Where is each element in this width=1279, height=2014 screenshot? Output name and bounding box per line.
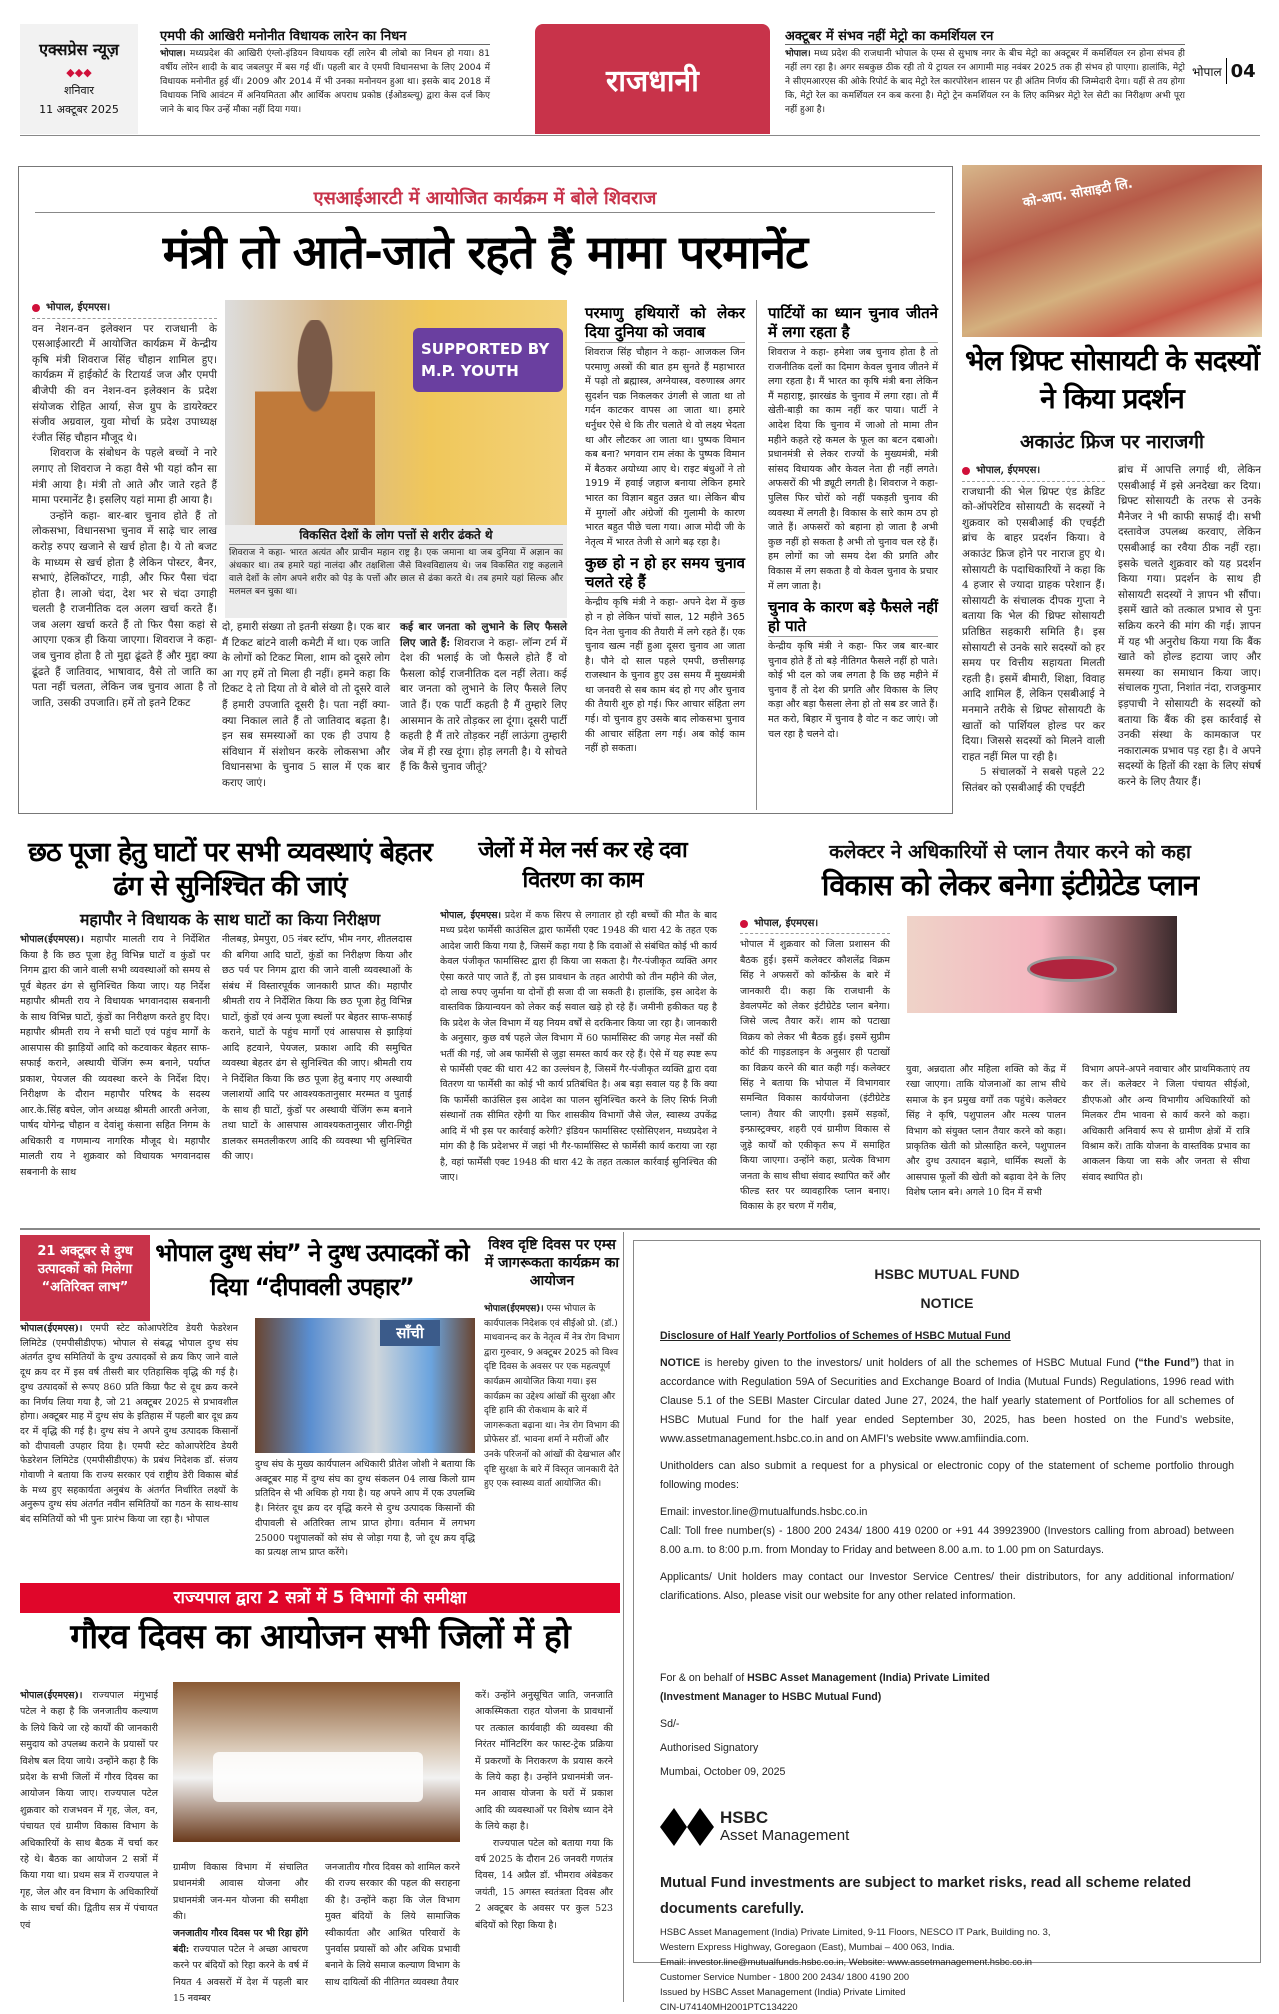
building-sign: को-आप. सोसाइटी लि. — [1021, 176, 1134, 211]
brief-title: एमपी की आखिरी मनोनीत विधायक लारेन का निधन — [160, 26, 490, 45]
chhath-text: महापौर मालती राय ने निर्देशित किया है कि छठ पूजा हेतु विभिन्न घाटों व कुंडों पर निगम द्वारा की जाने वाली सभी व्यवस्थाओं को समय से पूर्व बेहतर ढंग से सुनिश्चित किया जाए। यह निर्देश महापौर श्रीमती राय ने विधायक भगवानदास सबनानी के साथ विभिन्न घाटों, कुंडों का निरीक्षण करते हुए दिए। महापौर श्रीमती राय ने सभी घाटों एवं पहुंच मार्गों के आसपास की झाड़ियों आदि को कटवाकर बेहतर साफ-सफाई कराने, अस्थायी चेंजिंग रूम बनाने, पर्याप्त प्रकाश, पेयजल की व्यवस्था करने के निर्देश दिए। निरीक्षण के दौरान महापौर परिषद के सदस्य आर.के.सिंह बघेल, जोन अध्यक्ष श्रीमती आरती अनेजा, पार्षद योगेन्द्र चौहान व देवांशु कंसाना सहित निगम के अधिकारी व गणमान्य नागरिक मौजूद थे। महापौर मालती राय ने शुक्रवार को विधायक भगवानदास सबनानी के साथ — [20, 934, 210, 1178]
section-rule — [20, 1228, 1260, 1230]
masthead-rule — [20, 135, 1260, 136]
ad-fund-term: (“the Fund”) — [1134, 1357, 1199, 1369]
ad-manager: (Investment Manager to HSBC Mutual Fund) — [660, 1691, 882, 1703]
ad-text: For & on behalf of — [660, 1672, 748, 1684]
dairy-col-1 — [20, 1322, 238, 1528]
bhel-paragraph: 5 संचालकों ने सबसे पहले 22 सितंबर को एसबीआई की एचईटी — [962, 766, 1105, 794]
governor-headline: गौरव दिवस का आयोजन सभी जिलों में हो — [70, 1617, 570, 1657]
sanchi-building-photo — [255, 1318, 475, 1453]
governor-text: राज्यपाल मंगुभाई पटेल ने कहा है कि जनजातीय कल्याण के लिये किये जा रहे कार्यों की जानकारी समुदाय को उपलब्ध कराने के प्रयासों पर विशेष बल दिया जाये। उन्होंने कहा है कि प्रदेश के सभी जिलों में गौरव दिवस का आयोजन किया जाए। राज्यपाल पटेल शुक्रवार को राजभवन में गृह, जेल, वन, पंचायत एवं ग्रामीण विकास विभाग के अधिकारियों के साथ बैठक में चर्चा कर रहे थे। बैठक का आयोजन 2 सत्रों में किया गया था। प्रथम सत्र में राज्यपाल ने गृह, जेल और वन विभाग के अधिकारियों के साथ चर्चा की। द्वितीय सत्र में पंचायत एवं — [20, 1690, 158, 1931]
governor-col-2 — [173, 1860, 308, 2008]
ad-email-line: Email: investor.line@mutualfunds.hsbc.co.in — [660, 1506, 868, 1518]
lead-headline: मंत्री तो आते-जाते रहते हैं मामा परमानेंट — [162, 225, 808, 279]
ad-place-date: Mumbai, October 09, 2025 — [660, 1766, 786, 1778]
meeting-table — [213, 1752, 423, 1802]
governor-kicker-bar — [20, 1583, 620, 1613]
collector-kicker: कलेक्टर ने अधिकारियों से प्लान तैयार करने को कहा — [829, 841, 1191, 863]
aiims-text: एम्स भोपाल के कार्यपालक निदेशक एवं सीईओ प्रो. (डॉ.) माधवानन्द कर के नेतृत्व में नेत्र रोग विभाग द्वारा गुरुवार, 9 अक्टूबर 2025 को विश्व दृष्टि दिवस के अवसर पर एक महत्वपूर्ण कार्यक्रम आयोजित किया गया। इस कार्यक्रम का उद्देश्य आंखों की सुरक्षा और दृष्टि हानि की रोकथाम के बारे में जागरूकता बढ़ाना था। नेत्र रोग विभाग की प्रोफेसर डॉ. भावना शर्मा ने मरीजों और उनके परिजनों को आंखों की देखभाल और दृष्टि सुरक्षा के बारे में विस्तृत जानकारी देते हुए एक स्वास्थ्य वार्ता आयोजित की। — [484, 1304, 621, 1490]
jail-text: प्रदेश में कफ सिरप से लगातार हो रही बच्चों की मौत के बाद मध्य प्रदेश फार्मेसी काउंसिल द्वारा फार्मेसी एक्ट 1948 की धारा 42 के तहत एक आदेश जारी किया गया है, जिसमें कहा गया है कि दवाओं से संबंधित कोई भी कार्य केवल पंजीकृत फार्मासिस्ट द्वारा ही किया जा सकता है। गैर-पंजीकृत व्यक्ति अगर ऐसा करते पाए जाते हैं, तो इस प्रावधान के तहत आरोपी को तीन महीने की जेल, दो लाख रुपए जुर्माना या दोनों ही सजा दी जा सकती है। हालांकि, इस आदेश के वास्तविक क्रियान्वयन को लेकर कई सवाल खड़े हो रहे हैं। जमीनी हकीकत यह है कि प्रदेश के जेल विभाग में यह नियम वर्षों से दरकिनार किया जा रहा है। जानकारी के अनुसार, कुछ वर्ष पहले जेल विभाग में 60 फार्मासिस्ट की जगह मेल नर्सों की भर्ती की गई, जो अब फार्मेसी से जुड़ा समस्त कार्य कर रहे हैं। ऐसे में यह स्पष्ट रूप से फार्मेसी एक्ट की धारा 42 का उल्लंघन है, जिसमें गैर-पंजीकृत व्यक्ति द्वारा दवा वितरण या फार्मेसी का कोई भी कार्य प्रतिबंधित है। अब बड़ा सवाल यह है कि क्या कि फार्मेसी काउंसिल इस आदेश का पालन सुनिश्चित करने के लिए सिर्फ निजी संस्थानों तक सीमित रहेगी या फिर शासकीय विभागों जैसे जेल, स्वास्थ्य उपकेंद्र आदि में भी इस पर कार्रवाई करेगी? इंडियन फार्मासिस्ट एसोसिएशन, मध्यप्रदेश ने मांग की है कि प्रदेशभर में जहां भी गैर-फार्मासिस्ट से फार्मेसी कार्य कराया जा रहा है, वहां फार्मेसी एक्ट 1948 की धारा 42 के तहत तत्काल कार्रवाई सुनिश्चित की जाए। — [440, 910, 717, 1183]
diamond-ornament-icon: ◆◆◆ — [66, 66, 92, 79]
governor-text: राज्यपाल पटेल को बताया गया कि वर्ष 2025 के दौरान 26 जनवरी गणतंत्र दिवस, 14 अप्रैल डॉ. भीमराव अंबेडकर जयंती, 15 अगस्त स्वतंत्रता दिवस और 2 अक्टूबर के अवसर पर कुल 523 बंदियों को रिहा किया है। — [475, 1837, 613, 1931]
governor-kicker: राज्यपाल द्वारा 2 सत्रों में 5 विभागों की समीक्षा — [173, 1588, 467, 1608]
ad-title: HSBC MUTUAL FUND — [874, 1266, 1020, 1282]
dairy-dateline: भोपाल(ईएमएस)। — [20, 1323, 83, 1334]
top-left-brief — [160, 26, 490, 117]
top-right-brief — [785, 26, 1185, 117]
ad-paragraph: Applicants/ Unit holders may contact our Investor Service Centres/ their distributors, for any additional information/ clarifications. Also, please visit our website for any other related information. — [660, 1571, 1234, 1602]
hsbc-logo — [660, 1808, 1234, 1846]
sidebar-subhead: पार्टियों का ध्यान चुनाव जीतने में लगा रहता है — [768, 304, 938, 341]
lead-col-2: दो, हमारी संख्या तो इतनी संख्या है। एक बार मैं टिकट बांटने वाली कमेटी में था। एक जाति के लोगों को टिकट मिला, शाम को दूसरे लोग आ गए हमें तो मिला ही नहीं। हमने कहा कि टिकट दे तो दिया तो वे बोले वो तो दूसरे वाले हैं हमारी उपजाति दूसरी है। पता नहीं क्या-क्या निकाल लाते हैं तो जातिवाद बढ़ता है। इन सब समस्याओं का एक ही उपाय है संविधान में संशोधन करके लोकसभा और विधानसभा के चुनाव 5 साल में एक बार कराए जाएं। — [222, 621, 390, 789]
ad-paragraph: Unitholders can also submit a request for a physical or electronic copy of the statement of scheme portfolio through following modes: — [660, 1460, 1234, 1491]
aiims-headline: विश्व दृष्टि दिवस पर एम्स में जागरूकता कार्यक्रम का आयोजन — [484, 1237, 620, 1289]
chhath-subhead: महापौर ने विधायक के साथ घाटों का किया निरीक्षण — [79, 910, 381, 929]
bullet-dot-icon — [962, 467, 970, 475]
ad-company: HSBC Asset Management (India) Private Limited — [747, 1672, 990, 1684]
hsbc-hexagon-logo-icon — [660, 1808, 714, 1846]
footer-line: CIN-U74140MH2001PTC134220 — [660, 2001, 798, 2012]
lead-sidebar-left — [585, 300, 745, 757]
ad-text: that in accordance with Regulation 59A of Securities and Exchange Board of India (Mutual Funds) Regulations, 1996 read with Clause 5.1 of the SEBI Master Circular dated June 27, 2024, the half yearly statement of Portfolios for all schemes of HSBC Mutual Fund for the half year ended September 30, 2025, has been hosted on the Fund’s website, www.assetmanagement.hsbc.co.in and on AMFI’s website www.amfiindia.com. — [660, 1357, 1234, 1445]
col-text: शिवराज ने कहा- लॉन्ग टर्म में देश की भलाई के जो फैसले होते हैं वो फैसला कोई राजनीतिक दल नहीं लेता। कई बार जनता को लुभाने के लिए फैसले लिए जाते हैं। एक पार्टी कहती है मैं तुम्हारे लिए आसमान के तारे तोड़कर ला दूंगा। दूसरी पार्टी कहती है मैं तारे तोड़कर नहीं लाऊंगा तुम्हारी जेब में ही रख दूंगा। होड़ लगती है। ये सोचते हैं कि कैसे चुनाव जीतूं? — [400, 636, 567, 774]
bhel-subhead: अकाउंट फ्रिज पर नाराजगी — [1020, 431, 1204, 453]
collector-col-1 — [740, 916, 890, 1215]
governor-col-1 — [20, 1688, 158, 1934]
bhel-col-2: ब्रांच में आपत्ति लगाई थी, लेकिन एसबीआई में इसे अनदेखा कर दिया। थ्रिफ्ट सोसायटी के तरफ से उनके मैनेजर ने भी काफी सफाई दी। सभी दस्तावेज उपलब्ध करवाए, लेकिन एसबीआई का रवैया ठीक नहीं रहा। इसके चलते शुक्रवार को यह प्रदर्शन किया गया। प्रदर्शन के साथ ही सोसायटी सदस्यों ने ज्ञापन भी सौंपा। इसमें खाते को तत्काल प्रभाव से पुनः सक्रिय करने की मांग की गई। ज्ञापन में यह भी अनुरोध किया गया कि बैंक खाते को होल्ड हटाया जाए और समस्या का समाधान किया जाए। संचालक गुप्ता, निशांत नंदा, राजकुमार इड़पाची ने सोसायटी के सदस्यों को बताया कि बैंक की इस कार्रवाई से उनकी संस्था के कामकाज पर नकारात्मक प्रभाव पड़ रहा है। वे अपने सदस्यों के हितों की रक्षा के लिए संघर्ष करने के लिए तैयार हैं। — [1118, 464, 1261, 788]
issue-date: 11 अक्टूबर 2025 — [39, 103, 119, 116]
lead-photo — [225, 300, 567, 525]
governor-text: राज्यपाल पटेल ने अच्छा आचरण करने पर बंदियों को रिहा करने के वर्ष में नियत 4 अवसरों में देश में पहली बार 15 नवम्बर — [173, 1944, 308, 2005]
sidebar-text: केन्द्रीय कृषि मंत्री ने कहा- फिर जब बार-बार चुनाव होते हैं तो बड़े नीतिगत फैसले नहीं हो पाते। कोई भी दल को जब लगता है कि छह महीने में चुनाव हैं तो देश की प्रगति और विकास के लिए कड़ा और बड़ा फैसला लेना हो तो सब डर जाते हैं। मत करो, बिहार में चुनाव है वोट न कट जाएं। जो चल रहा है चलने दो। — [768, 641, 938, 740]
lead-col-1 — [32, 300, 217, 711]
lead-byline: भोपाल, ईएमएस। — [46, 302, 111, 313]
collector-headline: विकास को लेकर बनेगा इंटीग्रेटेड प्लान — [821, 868, 1199, 902]
lead-paragraph: उन्होंने कहा- बार-बार चुनाव होते हैं तो लोकसभा, विधानसभा चुनाव में साढ़े चार लाख करोड़ रुपए खजाने से खर्च होता है। ये तो बजट के माध्यम से खर्च होता है लेकिन पोस्टर, बैनर, सभाएं, हेलिकॉप्टर, गाड़ी, और फिर पैसा चंदा होता है। लाओ चंदा, देश भर से चंदा उगाही चलती है राजनीतिक दल अलग खर्चा करते हैं। जब अलग खर्चा करते हैं तो फिर पैसा कहां से आएगा एकत्र ही किया जाएगा। शिवराज ने कहा- जब चुनाव होता है तो मुद्दा ढूंढते हैं और मुद्दा क्या ढूंढते हैं जातिवाद, भाषावाद, वैसे तो जाति का पता नहीं चलता, लेकिन जब चुनाव आता है तो जाति, उसकी उपजाति। हमें तो इतने टिकट — [32, 509, 217, 709]
footer-line: Customer Service Number - 1800 200 2434/ 1800 4190 200 — [660, 1971, 910, 1982]
column-divider — [623, 1232, 624, 2002]
column-divider — [756, 300, 757, 810]
aiims-dateline: भोपाल(ईएमएस)। — [484, 1304, 544, 1314]
logo-hsbc: HSBC — [720, 1808, 769, 1827]
building-sign: साँची — [380, 1320, 440, 1346]
chhath-headline: छठ पूजा हेतु घाटों पर सभी व्यवस्थाएं बेहतर ढंग से सुनिश्चित की जाएं — [28, 837, 432, 902]
governor-col-3: जनजातीय गौरव दिवस को शामिल करने की राज्य सरकार की पहल की सराहना की है। उन्होंने कहा कि जेल विभाग मुक्त बंदियों के लिये सामाजिक स्वीकार्यता और आश्रित परिवारों के पुनर्वास प्रयासों को और अधिक प्रभावी बनाने के लिये समाज कल्याण विभाग के साथ दायित्वों की नीतिगत व्यवस्था तैयार — [325, 1862, 460, 1988]
ad-paragraph — [660, 1354, 1234, 1449]
jail-body — [440, 908, 717, 1185]
sidebar-text: शिवराज ने कहा- हमेशा जब चुनाव होता है तो राजनीतिक दलों का दिमाग केवल चुनाव जीतने में लगा रहता है। मैं भारत का कृषि मंत्री बना लेकिन मैं महाराष्ट्र, झारखंड के चुनाव में लगा रहा। तो मैं खेती-बाड़ी का काम नहीं कर पाया। पार्टी ने आदेश दिया कि चुनाव में जाओ तो मामा तीन महीने कहते रहे कमल के फूल का बटन दबाओ। प्रधानमंत्री से लेकर राज्यों के मुख्यमंत्री, मंत्री सांसद विधायक और केवल नेता ही नहीं लगते। अफसरों की भी ड्यूटी लगती है। शिवराज ने कहा- पुलिस फिर चोरों को नहीं पकड़ती चुनाव की व्यवस्था में लगती है। विकास के सारे काम ठप हो जाते हैं। अफसरों को बहाना हो जाता है अभी कुछ नहीं हो सकता है अभी तो चुनाव चल रहे हैं। हम लोगों का जो समय देश की प्रगति और विकास में लग सकता है वो केवल चुनाव के प्रचार में लग जाता है। — [768, 347, 938, 592]
footer-line: Email: investor.line@mutualfunds.hsbc.co.in, Website: www.assetmanagement.hsbc.co.in — [660, 1956, 1033, 1967]
governor-text: करें। उन्होंने अनुसूचित जाति, जनजाति आकस्मिकता राहत योजना के प्रावधानों पर तत्काल कार्यवाही की व्यवस्था की निरंतर मॉनिटरिंग कर फास्ट-ट्रेक प्रक्रिया में प्रकरणों के निराकरण के प्रयास करने के लिये कहा है। उन्होंने प्रधानमंत्री जन-मन आवास योजना के घरों में प्रकाश आदि की व्यवस्थाओं पर विशेष ध्यान देने के लिये कहा है। — [475, 1690, 613, 1833]
hsbc-notice-ad — [633, 1240, 1261, 1665]
sidebar-subhead: कुछ हो न हो हर समय चुनाव चलते रहे हैं — [585, 554, 745, 592]
ad-risk-disclaimer: Mutual Fund investments are subject to market risks, read all scheme related documents carefully. — [660, 1875, 1192, 1917]
col-lead-in: कई बार जनता को लुभाने के लिए फैसले लिए जाते हैं: — [400, 621, 567, 649]
section-title: राजधानी — [606, 63, 699, 99]
caption-body: शिवराज ने कहा- भारत अत्यंत और प्राचीन महान राष्ट्र है। एक जमाना था जब दुनिया में अज्ञान का अंधकार था। तब हमारे यहां नालंदा और तक्षशिला जैसे विश्वविद्यालय थे। जब विकसित राष्ट्र कहलाने वाले देशों के लोग अपने शरीर को पेड़ के पत्तों और छाल से ढंका करते थे। तब हमारे यहां सिल्क और मलमल बन चुका था। — [229, 548, 563, 597]
governor-text: ग्रामीण विकास विभाग में संचालित प्रधानमंत्री आवास योजना और प्रधानमंत्री जन-मन योजना की समीक्षा की। — [173, 1862, 308, 1923]
footer-line: Issued by HSBC Asset Management (India) Private Limited — [660, 1986, 906, 1997]
brand-name: एक्सप्रेस न्यूज़ — [39, 40, 119, 59]
section-banner — [535, 24, 770, 134]
lead-col-3 — [400, 620, 567, 776]
collector-col-3: विभाग अपने-अपने नवाचार और प्राथमिकताएं तय कर लें। कलेक्टर ने जिला पंचायत सीईओ, डीएफओ और अन्य विभागीय अधिकारियों को मिलकर टीम भावना से कार्य करने को कहा। अधिकारी अनिवार्य रूप से ग्रामीण क्षेत्रों में रात्रि विश्राम करें। ताकि योजना के वास्तविक प्रभाव का आकलन किया जा सके और जनता से सीधा संवाद स्थापित हो। — [1082, 1064, 1250, 1183]
lead-kicker: एसआईआरटी में आयोजित कार्यक्रम में बोले शिवराज — [313, 188, 657, 209]
kicker-rule — [35, 212, 935, 213]
page-folio — [1192, 58, 1256, 84]
lead-paragraph: वन नेशन-वन इलेक्शन पर राजधानी के एसआईआरटी में आयोजित कार्यक्रम में केन्द्रीय कृषि मंत्री शिवराज सिंह चौहान शामिल हुए। कार्यक्रम में हाईकोर्ट के रिटायर्ड जज और एमपी बीजेपी की वन नेशन-वन इलेक्शन के प्रदेश संयोजक रोहित आर्या, सेज ग्रुप के डायरेक्टर संजीव अग्रवाल, युवा मोर्चा के प्रदेश उपाध्यक्ष रंजीत सिंह चौहान मौजूद थे। — [32, 322, 217, 444]
logo-asset-management: Asset Management — [720, 1827, 850, 1844]
bullet-dot-icon — [740, 920, 748, 928]
lead-paragraph: शिवराज के संबोधन के पहले बच्चों ने नारे लगाए तो शिवराज ने कहा वैसे भी यहां कौन सा मंत्री आया है। मंत्री तो आते और जाते रहते हैं मामा परमानेंट है। इसलिए यहां मामा ही आया है। — [32, 447, 217, 507]
brief-title: अक्टूबर में संभव नहीं मेट्रो का कमर्शियल रन — [785, 26, 1185, 45]
sidebar-subhead: चुनाव के कारण बड़े फैसले नहीं हो पाते — [768, 598, 938, 636]
speaker-figure — [255, 320, 375, 525]
bhel-byline: भोपाल, ईएमएस। — [976, 465, 1041, 476]
hsbc-notice-ad-lower — [633, 1665, 1261, 2012]
footer-line: HSBC Asset Management (India) Private Limited, 9-11 Floors, NESCO IT Park, Building no. 3, — [660, 1926, 1051, 1937]
governor-col-4 — [475, 1688, 613, 1934]
governor-meeting-photo — [173, 1682, 460, 1842]
jail-headline: जेलों में मेल नर्स कर रहे दवा वितरण का काम — [478, 838, 687, 893]
bullet-dot-icon — [32, 304, 40, 312]
chhath-col-1 — [20, 932, 210, 1180]
lead-photo-caption-box — [225, 525, 567, 618]
bhel-col-1 — [962, 463, 1105, 796]
ad-signatory: Authorised Signatory — [660, 1742, 759, 1754]
ad-text: is hereby given to the investors/ unit holders of all the schemes of HSBC Mutual Fund — [700, 1357, 1135, 1369]
dairy-headline: भोपाल दुग्ध संघ” ने दुग्ध उत्पादकों को दिया “दीपावली उपहार” — [155, 1239, 469, 1301]
ad-footer — [660, 1924, 1234, 2014]
bhel-paragraph: राजधानी की भेल थ्रिफ्ट एंड क्रेडिट को-ऑपरेटिव सोसायटी के सदस्यों ने शुक्रवार को एसबीआई की एचईटी ब्रांच के बाहर प्रदर्शन किया। वे अकाउंट फ्रिज होने पर नाराज हुए थे। सोसायटी के पदाधिकारियों ने कहा कि 4 हजार से ज्यादा ग्राहक परेशान हैं। सोसायटी के संचालक दीपक गुप्ता ने बताया कि भेल की थ्रिफ्ट सोसायटी प्रतिष्ठित सहकारी समिति है। इस सोसायटी से उनके सारे सदस्यों को हर समय पर वित्तीय सहायता मिलती रहती है। इसमें बीमारी, शिक्षा, विवाह आदि शामिल हैं, लेकिन एसबीआई ने मनमाने तरीके से थ्रिफ्ट सोसायटी के खातों को पार्शियल होल्ड पर कर दिया। जिससे सदस्यों को मिलने वाली राहत नहीं मिल पा रही है। — [962, 485, 1105, 763]
brief-dateline: भोपाल। — [785, 49, 811, 59]
dairy-text: एमपी स्टेट कोआपरेटिव डेयरी फेडरेशन लिमिटेड (एमपीसीडीएफ) भोपाल से संबद्ध भोपाल दुग्ध संघ अंतर्गत दुग्ध समितियों के दुग्ध उत्पादकों से क्रय किए जाने वाले दूध क्रय दर में इस वर्ष तीसरी बार एतिहासिक वृद्धि की गई है। दुग्ध उत्पादकों से रूपए 860 प्रति किग्रा फैट से दूध क्रय करने का निर्णय लिया गया है, जो 21 अक्टूबर 2025 से प्रभावशील होगा। अक्टूबर माह में दुग्ध संघ के इतिहास में पहली बार दूध क्रय दर में वृद्धि की गई है। दुग्ध संघ ने अपने दुग्ध उत्पादक किसानों को दीपावली उपहार दिया है। एमपी स्टेट कोआपरेटिव डेयरी फेडरेशन लिमिटेड (एमपीसीडीएफ) के प्रबंध निदेशक डॉ. संजय गोवाणी ने बताया कि राज्य सरकार एवं राष्ट्रीय डेरी विकास बोर्ड के मध्य हुए सहकार्यता अनुबंध के अंतर्गत निर्धारित लक्ष्यों के अनुरूप दुग्ध संघ अंतर्गत नवीन समितियों का गठन के साथ-साथ बंद समितियों को भी पुनः प्रारंभ किया जा रहा है। भोपाल — [20, 1323, 239, 1526]
ad-notice-label: NOTICE — [920, 1295, 974, 1311]
sidebar-text: केन्द्रीय कृषि मंत्री ने कहा- अपने देश में कुछ हो न हो लेकिन पांचों साल, 12 महीने 365 दिन नेता चुनाव की तैयारी में लगे रहते हैं। एक चुनाव खत्म नहीं हुआ दूसरा चुनाव आ जाता है। पौने दो साल पहले एमपी, छत्तीसगढ़ राजस्थान के चुनाव हुए उस समय मैं मुख्यमंत्री था जनवरी से सब काम बंद हो गए और चुनाव की तैयारी शुरु हो गई। फिर आचार संहिता लग गई। वो चुनाव हुए उसके बाद लोकसभा चुनाव की आचार संहिता लग गई। अब कोई काम नहीं हो सकता। — [585, 597, 745, 755]
sidebar-subhead: परमाणु हथियारों को लेकर दिया दुनिया को जवाब — [585, 304, 745, 341]
bhel-headline: भेल थ्रिफ्ट सोसायटी के सदस्यों ने किया प्रदर्शन — [965, 344, 1259, 415]
dairy-tag: 21 अक्टूबर से दुग्ध उत्पादकों को मिलेगा “अतिरिक्त लाभ” — [20, 1235, 150, 1321]
ad-notice-word: NOTICE — [660, 1357, 701, 1369]
lead-sidebar-right — [768, 300, 938, 742]
collector-byline: भोपाल, ईएमएस। — [754, 918, 819, 929]
aiims-body — [484, 1302, 622, 1492]
footer-line: Western Express Highway, Goregaon (East), Mumbai – 400 063, India. — [660, 1941, 955, 1952]
collector-col-2: युवा, अन्नदाता और महिला शक्ति को केंद्र में रखा जाएगा। ताकि योजनाओं का लाभ सीधे समाज के इन प्रमुख वर्गों तक पहुंचे। कलेक्टर सिंह ने कृषि, पशुपालन और मत्स्य पालन विभाग को संयुक्त प्लान तैयार करने को कहा। प्राकृतिक खेती को प्रोत्साहित करने, पशुपालन और दुग्ध उत्पादन बढ़ाने, धार्मिक स्थलों के आसपास फूलों की खेती को बढ़ावा देने के लिए विशेष प्लान बने। अगले 10 दिन में सभी — [906, 1064, 1066, 1199]
col-lead-in: जनजातीय गौरव दिवस पर भी रिहा होंगे बंदी: — [173, 1927, 308, 1956]
syrup-spoon-photo — [907, 916, 1177, 1013]
photo-banner: SUPPORTED BY M.P. YOUTH — [413, 328, 563, 392]
ad-behalf — [660, 1669, 1234, 1688]
collector-text: भोपाल में शुक्रवार को जिला प्रशासन की बैठक हुई। इसमें कलेक्टर कौशलेंद्र विक्रम सिंह ने अफसरों को कॉन्फ्रेंस के बारे में जानकारी दी। कहा कि राजधानी के डेवलपमेंट को लेकर इंटीग्रेटेड प्लान बनेगा। जिसे जल्द तैयार करें। शाम को पटाखा विक्रय को लेकर भी बैठक हुई। इसमें सुप्रीम कोर्ट की गाइडलाइन के अनुसार ही पटाखों का विक्रय करने की बात कही गई। कलेक्टर सिंह ने बताया कि भोपाल में विभागवार समन्वित विकास कार्ययोजना (इंटीग्रेटेड प्लान) तैयार की जाएगी। इसमें सड़कों, इन्फ्रास्ट्रक्चर, शहरी एवं ग्रामीण विकास से जुड़े कार्यों को एकीकृत रूप में समाहित किया जाएगा। उन्होंने कहा, प्रत्येक विभाग जनता के साथ सीधा संवाद स्थापित करें और फील्ड स्तर पर व्यावहारिक प्लान बनाए। विकास के हर चरण में गरीब, — [740, 939, 890, 1213]
folio-page-number: 04 — [1230, 60, 1256, 82]
brief-body: मध्यप्रदेश की आखिरी एंग्लो-इंडियन विधायक रहीं लारेन बी लोबो का निधन हो गया। 81 वर्षीय लोरेन शादी के बाद जबलपुर में बस गई थीं। पहली बार वे एमपी विधानसभा के लिए 2004 में विधायक मनोनीत हुई थीं। 2009 और 2014 में भी उनका मनोनयन हुआ था। इसके बाद 2018 में विधायक निधि आवंटन में अनियमितता और आर्थिक अपराध प्रकोष्ठ (ईओडब्ल्यू) द्वारा केस दर्ज किए जाने के बाद फिर उन्हें मौका नहीं दिया गया। — [160, 49, 490, 115]
chhath-col-2: नीलबड़, प्रेमपुरा, 05 नंबर स्टॉप, भीम नगर, शीतलदास की बगिया आदि घाटों, कुंडों का निरीक्षण किया और छठ पर्व पर निगम द्वारा की जाने वाली व्यवस्थाओं के संबंध में विस्तारपूर्वक जानकारी प्राप्त की। महापौर श्रीमती राय ने निर्देशित किया कि छठ पूजा हेतु विभिन्न घाटों, कुंडों एवं अन्य पूजा स्थलों पर बेहतर साफ-सफाई कराने, घाटों के पहुंच मार्गों एवं आसपास से झाड़ियां आदि हटवाने, पेयजल, प्रकाश आदि की समुचित व्यवस्था बेहतर ढंग से सुनिश्चित की जाए। श्रीमती राय ने निर्देशित किया कि छठ पूजा हेतु बनाए गए अस्थायी जलाशयों आदि पर आवश्यकतानुसार मरम्मत व पुताई के साथ ही घाटों, कुंडों पर अस्थायी चेंजिंग रूम बनाने तथा घाटों के आसपास आवश्यकतानुसार जीरा-गिट्टी डालकर समतलीकरण आदि की व्यवस्था भी सुनिश्चित की जाए। — [222, 934, 412, 1162]
brief-body: मध्य प्रदेश की राजधानी भोपाल के एम्स से सुभाष नगर के बीच मेट्रो का अक्टूबर में कमर्शियल रन होना संभव ही नहीं लग रहा है। अगर सबकुछ ठीक रही तो ये ट्रायल रन आगामी माह नवंबर 2025 तक ही संभव हो पाएगा। हालांकि, मेट्रो ने सीएमआरएस की ओके रिपोर्ट के बाद मेट्रो रेल कारपोरेशन शासन पर ही अंतिम निर्णय की जिम्मेदारी देगा। यहीं से तय होगा कि, मेट्रो रेल का कमर्शियल रन कब करना है। मेट्रो ट्रेन कमर्शियल रन के लिए कमिश्नर मेट्रो रेल सेटी का निरीक्षण अभी पूरा नहीं हुआ है। — [785, 49, 1186, 115]
issue-day: शनिवार — [64, 84, 94, 97]
jail-dateline: भोपाल, ईएमएस। — [440, 910, 502, 921]
chhath-dateline: भोपाल(ईएमएस)। — [20, 934, 84, 945]
brief-dateline: भोपाल। — [160, 49, 186, 59]
masthead-brand-box — [20, 24, 138, 134]
dairy-col-2: दुग्ध संघ के मुख्य कार्यपालन अधिकारी प्रीतेश जोशी ने बताया कि अक्टूबर माह में दुग्ध संघ का दुग्ध संकलन 04 लाख किलो ग्राम प्रतिदिन से भी अधिक हो गया है। यह अपने आप में एक उपलब्धि है। निरंतर दूध क्रय दर वृद्धि करने से दुग्ध उत्पादक किसानों की दीपावली से अतिरिक्त लाभ प्राप्त होगा। वर्तमान में लगभग 25000 पशुपालकों को संघ से जोड़ा गया है, जो दूध क्रय वृद्धि का प्रत्यक्ष लाभ प्राप्त करेंगे। — [255, 1459, 475, 1559]
caption-title: विकसित देशों के लोग पत्तों से शरीर ढंकते थे — [229, 525, 563, 545]
bhel-building-photo — [962, 165, 1262, 337]
sidebar-text: शिवराज सिंह चौहान ने कहा- आजकल जिन परमाणु अस्त्रों की बात हम सुनते हैं महाभारत में पढ़ो तो ब्रह्मास्त्र, अग्नेयास्त्र, वरुणास्त्र अगर सुदर्शन चक्र निकलकर उंगली से जाता था तो गर्दन काटकर वापस आ जाता था। हमारे धर्नुधर ऐसे थे कि तीर चलाते थे वो लक्ष्य भेदता था और लौटकर आ जाता था। पुष्पक विमान कब बना? भगवान राम लंका के पुष्पक विमान में बैठकर अयोध्या आए थे। राइट बंधुओं ने तो 1919 में हवाई जहाज बनाया लेकिन हमारे भारत का विज्ञान बहुत उन्नत था। लेकिन बीच में मुगलों और अंग्रेजों की गुलामी के कारण भारत बहुत पीछे चला गया। आज मोदी जी के नेतृत्व में भारत तेजी से आगे बढ़ रहा है। — [585, 347, 745, 548]
ad-sd: Sd/- — [660, 1718, 680, 1730]
governor-dateline: भोपाल(ईएमएस)। — [20, 1690, 83, 1701]
folio-city: भोपाल — [1192, 64, 1222, 79]
folio-divider — [1226, 58, 1227, 84]
ad-disclosure: Disclosure of Half Yearly Portfolios of Schemes of HSBC Mutual Fund — [660, 1330, 1011, 1342]
spoon-shape — [1027, 956, 1117, 982]
ad-call-line: Call: Toll free number(s) - 1800 200 2434/ 1800 419 0200 or +91 44 39923900 (Investors calling from abroad) between 8.00 a.m. to 8:00 p.m. from Monday to Friday and between 8.00 a.m. to 1.00 pm on Saturdays. — [660, 1525, 1234, 1556]
